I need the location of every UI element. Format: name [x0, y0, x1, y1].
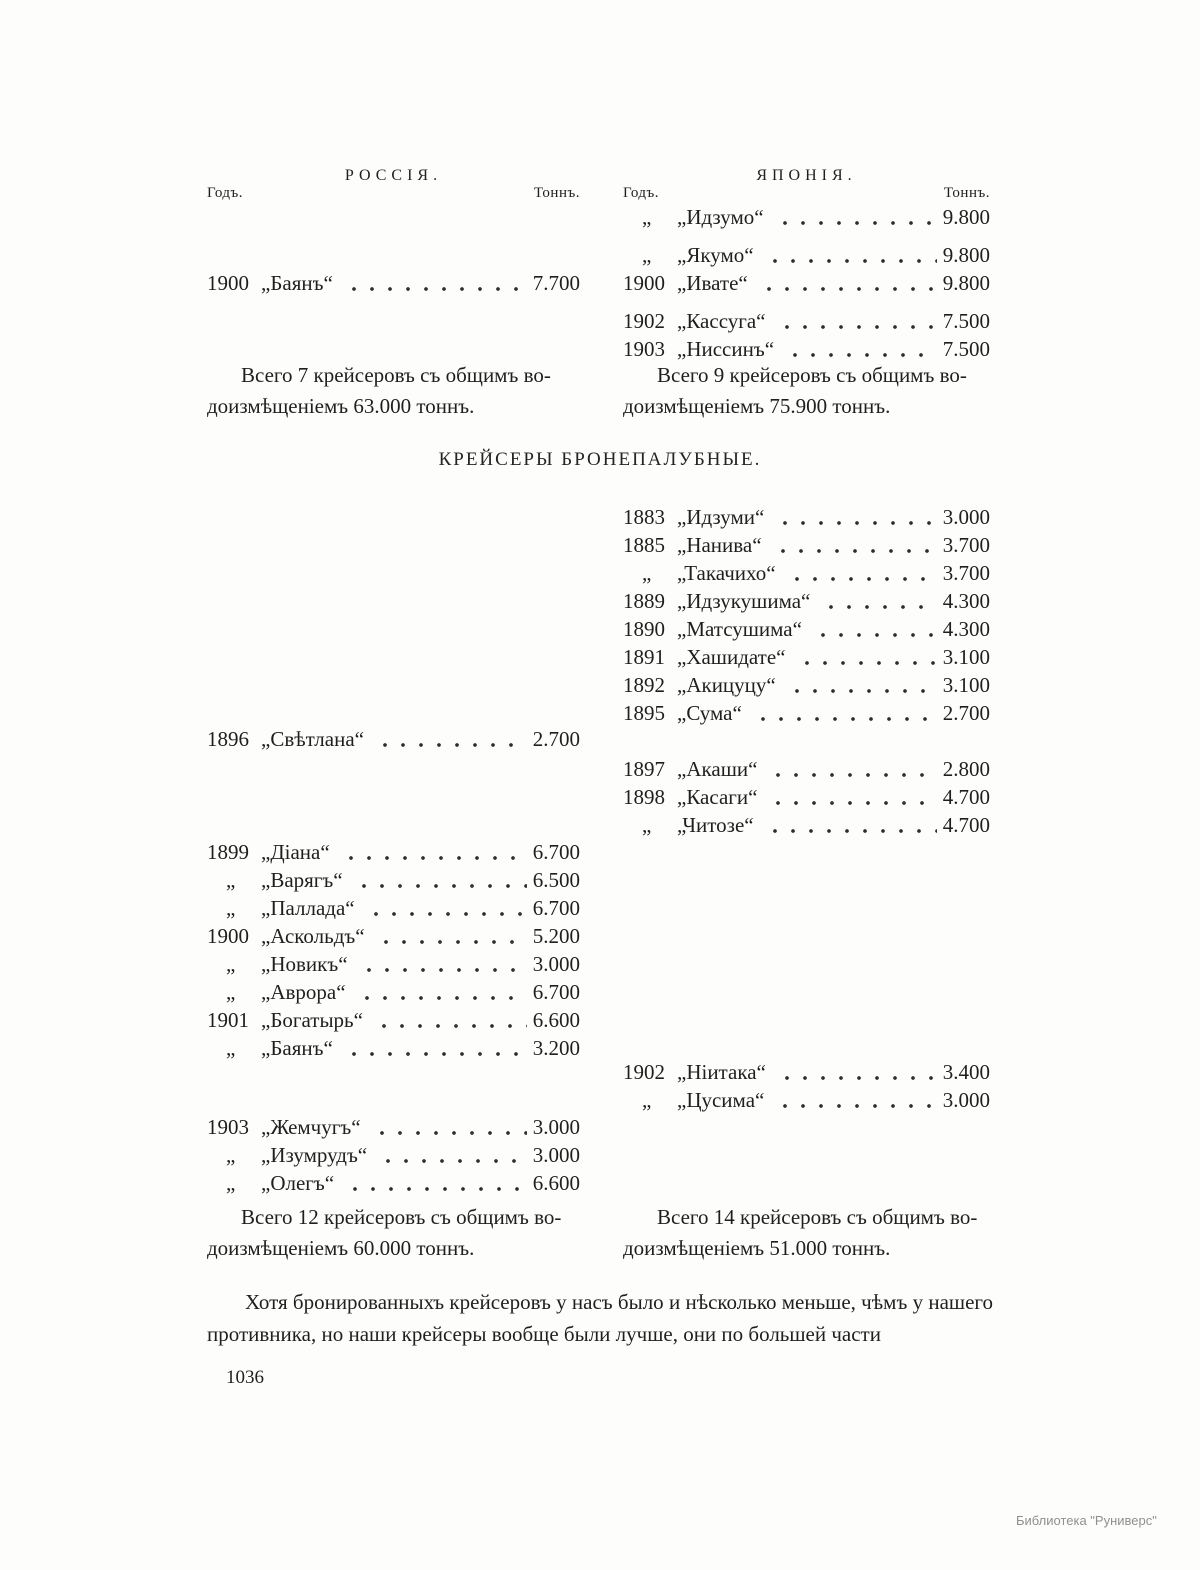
ship-name: „Варягъ“	[261, 868, 343, 892]
ship-name: „Нанива“	[677, 533, 762, 557]
row-year: „	[642, 561, 652, 585]
row-tons: 7.500	[942, 309, 990, 333]
summary-line: доизмѣщеніемъ 63.000 тоннъ.	[207, 394, 475, 418]
ship-name: „Ниссинъ“	[677, 337, 775, 361]
dot-leader	[764, 243, 937, 267]
ship-name: „Идзуми“	[677, 505, 765, 529]
ship-name: „Акаши“	[677, 757, 758, 781]
row-tons: 6.700	[532, 840, 580, 864]
body-paragraph: Хотя бронированныхъ крейсеровъ у насъ было и нѣсколько меньше, чѣмъ у нашего противника, но наши крейсеры вообще были лучше, они по большей части	[207, 1290, 993, 1346]
row-tons: 3.700	[942, 561, 990, 585]
section-title: КРЕЙСЕРЫ БРОНЕПАЛУБНЫЕ.	[438, 449, 762, 470]
ship-name: „Цусима“	[677, 1088, 765, 1112]
table-row	[623, 701, 990, 725]
summary-line: Всего 7 крейсеровъ съ общимъ во-	[241, 363, 551, 387]
row-tons: 9.800	[942, 205, 990, 229]
row-year: 1901	[207, 1008, 249, 1032]
table-row	[623, 205, 990, 229]
table-row	[623, 757, 990, 781]
page-number: 1036	[226, 1367, 264, 1388]
dot-leader	[758, 271, 937, 295]
ship-name: „Читозе“	[677, 813, 754, 837]
row-tons: 6.500	[532, 868, 580, 892]
row-year: 1897	[623, 757, 665, 781]
year-column-header: Годъ.	[623, 185, 660, 201]
dot-leader	[377, 1143, 527, 1167]
summary-line: Всего 9 крейсеровъ съ общимъ во-	[657, 363, 967, 387]
ship-name: „Діана“	[261, 840, 330, 864]
table-row	[207, 1115, 580, 1139]
row-tons: 6.600	[532, 1171, 580, 1195]
row-year: 1900	[207, 271, 249, 295]
row-year: „	[226, 980, 236, 1004]
dot-leader	[774, 1088, 936, 1112]
dot-leader	[365, 896, 527, 920]
row-tons: 3.000	[532, 952, 580, 976]
dot-leader	[353, 868, 527, 892]
row-year: „	[642, 205, 652, 229]
table-row	[623, 785, 990, 809]
dot-leader	[767, 757, 936, 781]
table-row	[207, 868, 580, 892]
row-year: 1900	[207, 924, 249, 948]
row-tons: 6.700	[532, 980, 580, 1004]
dot-leader	[344, 1171, 527, 1195]
row-tons: 3.000	[942, 1088, 990, 1112]
dot-leader	[340, 840, 527, 864]
row-tons: 4.700	[942, 785, 990, 809]
japan-armored-summary	[623, 360, 990, 422]
russia-deck-summary	[207, 1202, 580, 1264]
ship-name: „Жемчугъ“	[261, 1115, 361, 1139]
dot-leader	[776, 309, 937, 333]
ship-name: „Баянъ“	[261, 1036, 333, 1060]
row-year: „	[226, 952, 236, 976]
ship-name: „Ивате“	[677, 271, 748, 295]
row-year: „	[226, 868, 236, 892]
row-year: „	[226, 896, 236, 920]
country-header-japan: ЯПОНІЯ.	[756, 167, 857, 184]
row-tons: 9.800	[942, 243, 990, 267]
ship-name: „Свѣтлана“	[261, 727, 364, 751]
table-row	[207, 727, 580, 751]
row-year: 1883	[623, 505, 665, 529]
row-year: 1890	[623, 617, 665, 641]
ship-name: „Богатырь“	[261, 1008, 363, 1032]
summary-line: доизмѣщеніемъ 75.900 тоннъ.	[623, 394, 891, 418]
summary-line: Всего 12 крейсеровъ съ общимъ во-	[241, 1205, 562, 1229]
ship-name: „Акицуцу“	[677, 673, 776, 697]
row-year: „	[642, 813, 652, 837]
dot-leader	[371, 1115, 527, 1139]
dot-leader	[374, 727, 527, 751]
ship-name: „Баянъ“	[261, 271, 333, 295]
ship-name: „Изумрудъ“	[261, 1143, 368, 1167]
row-tons: 4.300	[942, 617, 990, 641]
ship-name: „Якумо“	[677, 243, 754, 267]
row-year: 1889	[623, 589, 665, 613]
table-row	[207, 952, 580, 976]
row-tons: 9.800	[942, 271, 990, 295]
row-year: 1885	[623, 533, 665, 557]
row-year: 1895	[623, 701, 665, 725]
dot-leader	[812, 617, 937, 641]
country-header-russia: РОССІЯ.	[344, 167, 443, 184]
table-row	[207, 1036, 580, 1060]
table-row	[207, 1143, 580, 1167]
ship-name: „Аврора“	[261, 980, 346, 1004]
dot-leader	[774, 505, 936, 529]
row-year: 1899	[207, 840, 249, 864]
russia-armored-summary	[207, 360, 580, 422]
ship-name: „Сума“	[677, 701, 742, 725]
dot-leader	[752, 701, 937, 725]
row-tons: 2.700	[942, 701, 990, 725]
ship-name: „Паллада“	[261, 896, 355, 920]
dot-leader	[784, 337, 937, 361]
table-row	[623, 505, 990, 529]
table-row	[623, 617, 990, 641]
row-year: 1891	[623, 645, 665, 669]
row-year: 1903	[207, 1115, 249, 1139]
dot-leader	[772, 533, 937, 557]
row-tons: 3.000	[532, 1143, 580, 1167]
table-row	[623, 533, 990, 557]
table-row	[207, 271, 580, 295]
row-tons: 7.700	[532, 271, 580, 295]
table-row	[623, 673, 990, 697]
row-tons: 4.300	[942, 589, 990, 613]
dot-leader	[786, 673, 937, 697]
ship-name: „Касаги“	[677, 785, 758, 809]
dot-leader	[796, 645, 937, 669]
ship-name: „Аскольдъ“	[261, 924, 365, 948]
row-tons: 6.700	[532, 896, 580, 920]
dot-leader	[776, 1060, 937, 1084]
table-row	[207, 896, 580, 920]
dot-leader	[767, 785, 936, 809]
row-tons: 3.700	[942, 533, 990, 557]
ship-name: „Идзумо“	[677, 205, 764, 229]
dot-leader	[373, 1008, 527, 1032]
row-year: 1902	[623, 1060, 665, 1084]
ship-name: „Олегъ“	[261, 1171, 335, 1195]
row-tons: 4.700	[942, 813, 990, 837]
row-year: 1902	[623, 309, 665, 333]
dot-leader	[820, 589, 936, 613]
table-row	[623, 645, 990, 669]
dot-leader	[774, 205, 937, 229]
row-year: „	[642, 1088, 652, 1112]
summary-line: Всего 14 крейсеровъ съ общимъ во-	[657, 1205, 978, 1229]
table-row	[623, 243, 990, 267]
table-row	[207, 924, 580, 948]
row-tons: 6.600	[532, 1008, 580, 1032]
table-row	[207, 1171, 580, 1195]
ship-name: „Идзукушима“	[677, 589, 811, 613]
row-year: „	[226, 1036, 236, 1060]
row-tons: 7.500	[942, 337, 990, 361]
ship-name: „Ніитака“	[677, 1060, 766, 1084]
table-row	[623, 589, 990, 613]
russia-table-header	[207, 167, 580, 209]
ship-name: „Такачихо“	[677, 561, 776, 585]
table-row	[623, 1060, 990, 1084]
table-row	[207, 1008, 580, 1032]
ship-name: „Новикъ“	[261, 952, 348, 976]
ship-name: „Матсушима“	[677, 617, 802, 641]
library-watermark: Библиотека "Руниверс"	[1016, 1513, 1157, 1528]
summary-line: доизмѣщеніемъ 51.000 тоннъ.	[623, 1236, 891, 1260]
row-tons: 3.000	[942, 505, 990, 529]
table-row	[623, 309, 990, 333]
table-row	[207, 840, 580, 864]
dot-leader	[375, 924, 527, 948]
row-year: „	[226, 1171, 236, 1195]
row-tons: 3.100	[942, 673, 990, 697]
dot-leader	[343, 271, 527, 295]
tons-column-header: Тоннъ.	[533, 185, 580, 201]
ship-name: „Кассуга“	[677, 309, 766, 333]
table-row	[623, 813, 990, 837]
table-row	[623, 561, 990, 585]
row-year: 1900	[623, 271, 665, 295]
dot-leader	[764, 813, 937, 837]
japan-table-header	[623, 167, 990, 209]
dot-leader	[786, 561, 937, 585]
summary-line: доизмѣщеніемъ 60.000 тоннъ.	[207, 1236, 475, 1260]
dot-leader	[358, 952, 527, 976]
table-row	[623, 1088, 990, 1112]
year-column-header: Годъ.	[207, 185, 244, 201]
row-year: „	[226, 1143, 236, 1167]
row-year: 1903	[623, 337, 665, 361]
row-tons: 2.800	[942, 757, 990, 781]
tons-column-header: Тоннъ.	[943, 185, 990, 201]
row-tons: 5.200	[532, 924, 580, 948]
table-row	[207, 980, 580, 1004]
ship-name: „Хашидате“	[677, 645, 786, 669]
row-tons: 3.000	[532, 1115, 580, 1139]
row-year: 1898	[623, 785, 665, 809]
row-tons: 3.200	[532, 1036, 580, 1060]
row-tons: 2.700	[532, 727, 580, 751]
table-row	[623, 271, 990, 295]
row-year: 1892	[623, 673, 665, 697]
row-tons: 3.100	[942, 645, 990, 669]
row-year: „	[642, 243, 652, 267]
row-year: 1896	[207, 727, 249, 751]
dot-leader	[343, 1036, 527, 1060]
table-row	[623, 337, 990, 361]
row-tons: 3.400	[942, 1060, 990, 1084]
japan-deck-summary	[623, 1202, 990, 1264]
dot-leader	[356, 980, 527, 1004]
